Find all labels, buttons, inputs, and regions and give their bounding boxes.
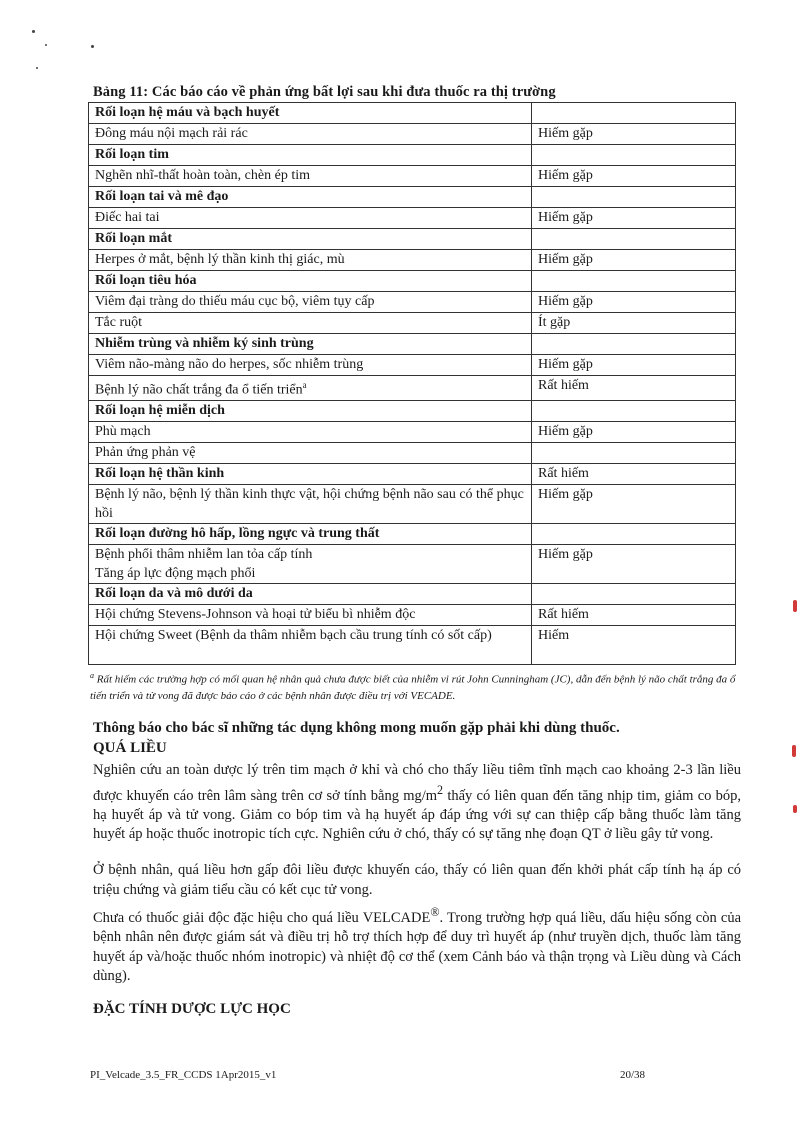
reaction-label [89, 355, 532, 376]
category-label [89, 334, 532, 355]
row-footnote-mark: a [302, 380, 307, 390]
reaction-label [89, 313, 532, 334]
row-label-text: Rối loạn đường hô hấp, lồng ngực và trung thất [95, 525, 380, 541]
category-label [89, 229, 532, 250]
row-label-text: Bệnh phổi thâm nhiễm lan tỏa cấp tính Tăng áp lực động mạch phổi [95, 546, 313, 581]
frequency-cell: Rất hiếm [532, 463, 736, 484]
row-label-text: Bệnh lý não chất trắng đa ổ tiến triển [95, 382, 303, 398]
table-row [89, 544, 736, 583]
row-label-text: Phù mạch [95, 423, 151, 439]
category-label [89, 271, 532, 292]
category-label [89, 103, 532, 124]
footer-document-id: PI_Velcade_3.5_FR_CCDS 1Apr2015_v1 [90, 1069, 277, 1081]
table-category-row [89, 271, 736, 292]
table-row [89, 484, 736, 523]
row-label-text: Herpes ở mắt, bệnh lý thần kinh thị giác, mù [95, 252, 345, 267]
margin-mark [793, 805, 797, 813]
row-label-text: Hội chứng Sweet (Bệnh da thâm nhiễm bạch cầu trung tính có sốt cấp) [95, 627, 492, 643]
row-label-text: Rối loạn hệ thần kinh [95, 465, 225, 481]
reaction-label [89, 544, 532, 583]
adverse-reactions-table [88, 102, 736, 665]
table-category-row [89, 583, 736, 604]
frequency-cell: Ít gặp [532, 313, 736, 334]
pharmacodynamics-heading: ĐẶC TÍNH DƯỢC LỰC HỌC [93, 1001, 291, 1017]
reaction-label [89, 604, 532, 625]
scan-speck [36, 67, 38, 69]
table-category-row [89, 334, 736, 355]
row-label-text: Hội chứng Stevens-Johnson và hoại tử biểu bì nhiễm độc [95, 606, 416, 622]
table-category-row [89, 400, 736, 421]
row-label-text: Viêm đại tràng do thiếu máu cục bộ, viêm tụy cấp [95, 294, 375, 309]
scan-speck [32, 30, 35, 33]
frequency-cell: Hiếm gặp [532, 484, 736, 523]
frequency-cell: Hiếm gặp [532, 292, 736, 313]
frequency-cell [532, 145, 736, 166]
table-row [89, 604, 736, 625]
footer-page-number: 20/38 [620, 1069, 646, 1081]
row-label-text: Phản ứng phản vệ [95, 444, 196, 460]
frequency-cell [532, 187, 736, 208]
category-label [89, 145, 532, 166]
row-label-text: Nghẽn nhĩ-thất hoàn toàn, chèn ép tim [95, 168, 310, 183]
reaction-label [89, 484, 532, 523]
footnote-mark: a [90, 671, 94, 680]
para3-text-b: . Trong trường hợp quá liều, dấu hiệu sống còn của bệnh nhân nên được giám sát và điều trị hỗ trợ thích hợp để duy trì huyết áp (như truyền dịch, thuốc làm tăng huyết áp và/hoặc thuốc nhóm inotropic) và nhiệt độ cơ thể (xem Cảnh báo và thận trọng và Liều dùng và Cách dùng). [93, 909, 742, 985]
table-row [89, 292, 736, 313]
para1-text-b: thấy có liên quan đến tăng nhịp tim, giảm co bóp, hạ huyết áp và tử vong. Giảm co bóp tim và hạ huyết áp đáp ứng với sự can thiệp cấp bằng thuốc làm tăng huyết áp hoặc thuốc inotropic tích cực. Nghiên cứu ở chó, thấy có sự tăng nhẹ đoạn QT ở liều gây tử vong. [93, 787, 741, 843]
frequency-cell: Hiếm gặp [532, 421, 736, 442]
table-row [89, 625, 736, 664]
registered-mark: ® [430, 905, 440, 919]
frequency-cell: Hiếm gặp [532, 166, 736, 187]
table-row [89, 421, 736, 442]
reaction-label [89, 625, 532, 664]
frequency-cell [532, 229, 736, 250]
frequency-cell: Hiếm gặp [532, 355, 736, 376]
frequency-cell [532, 271, 736, 292]
table-row [89, 376, 736, 401]
table-row [89, 250, 736, 271]
table-row [89, 124, 736, 145]
table-category-row [89, 103, 736, 124]
reaction-label [89, 442, 532, 463]
table-category-row [89, 523, 736, 544]
frequency-cell [532, 400, 736, 421]
frequency-cell [532, 334, 736, 355]
table-row [89, 355, 736, 376]
reaction-label [89, 166, 532, 187]
frequency-cell: Hiếm [532, 625, 736, 664]
table-row [89, 442, 736, 463]
scan-speck [91, 45, 94, 48]
frequency-cell: Rất hiếm [532, 376, 736, 401]
row-label-text: Bệnh lý não, bệnh lý thần kinh thực vật, hội chứng bệnh não sau có thể phục hồi [95, 486, 524, 521]
category-label [89, 583, 532, 604]
frequency-cell: Hiếm gặp [532, 250, 736, 271]
table-category-row [89, 187, 736, 208]
row-label-text: Đông máu nội mạch rải rác [95, 126, 248, 141]
table-category-row [89, 463, 736, 484]
frequency-cell [532, 442, 736, 463]
category-label [89, 187, 532, 208]
frequency-cell: Hiếm gặp [532, 544, 736, 583]
frequency-cell [532, 583, 736, 604]
reaction-label [89, 250, 532, 271]
reaction-label [89, 376, 532, 401]
row-label-text: Điếc hai tai [95, 210, 160, 225]
para1-text-a: Nghiên cứu an toàn dược lý trên tim mạch ở khỉ và chó cho thấy liều tiêm tĩnh mạch cao khoảng 2-3 lần liều được khuyến cáo trên lâm sàng trên cơ sở tính bằng mg/m [93, 762, 741, 804]
scan-speck [45, 44, 47, 46]
category-label [89, 463, 532, 484]
row-label-text: Rối loạn mắt [95, 231, 172, 246]
table-category-row [89, 145, 736, 166]
frequency-cell [532, 103, 736, 124]
table-footnote [90, 668, 750, 704]
reaction-label [89, 292, 532, 313]
row-label-text: Tắc ruột [95, 315, 143, 330]
margin-mark [793, 600, 797, 612]
frequency-cell: Rất hiếm [532, 604, 736, 625]
frequency-cell: Hiếm gặp [532, 208, 736, 229]
category-label [89, 400, 532, 421]
row-label-text: Rối loạn hệ miễn dịch [95, 402, 225, 418]
footnote-text: Rất hiếm các trường hợp có mối quan hệ nhân quả chưa được biết của nhiễm vi rút John Cunningham (JC), dẫn đến bệnh lý não chất trắng đa ổ tiến triển và tử vong đã được báo cáo ở các bệnh nhân được điều trị với VECADE. [90, 673, 736, 702]
row-label-text: Nhiễm trùng và nhiễm ký sinh trùng [95, 336, 314, 351]
table-title: Bảng 11: Các báo cáo về phản ứng bất lợi sau khi đưa thuốc ra thị trường [93, 84, 556, 100]
frequency-cell: Hiếm gặp [532, 124, 736, 145]
row-label-text: Rối loạn tiêu hóa [95, 273, 197, 288]
reaction-label [89, 208, 532, 229]
para3-text-a: Chưa có thuốc giải độc đặc hiệu cho quá liều VELCADE [93, 909, 431, 926]
row-label-text: Rối loạn tim [95, 147, 169, 162]
reaction-label [89, 421, 532, 442]
table-row [89, 208, 736, 229]
reaction-label [89, 124, 532, 145]
category-label [89, 523, 532, 544]
overdose-paragraph-1 [93, 761, 741, 845]
row-label-text: Rối loạn hệ máu và bạch huyết [95, 105, 280, 120]
para1-superscript: 2 [437, 782, 444, 797]
table-category-row [89, 229, 736, 250]
row-label-text: Rối loạn tai và mê đạo [95, 189, 229, 204]
overdose-heading: QUÁ LIỀU [93, 740, 167, 756]
overdose-paragraph-2: Ở bệnh nhân, quá liều hơn gấp đôi liều được khuyến cáo, thấy có liên quan đến khởi phát cấp tính hạ áp có triệu chứng và giảm tiểu cầu có kết cục tử vong. [93, 862, 741, 898]
overdose-paragraph-3 [93, 903, 741, 987]
margin-mark [792, 745, 796, 757]
row-label-text: Viêm não-màng não do herpes, sốc nhiễm trùng [95, 357, 364, 372]
notice-heading: Thông báo cho bác sĩ những tác dụng không mong muốn gặp phải khi dùng thuốc. [93, 720, 620, 736]
row-label-text: Rối loạn da và mô dưới da [95, 585, 253, 601]
frequency-cell [532, 523, 736, 544]
table-row [89, 166, 736, 187]
table-row [89, 313, 736, 334]
